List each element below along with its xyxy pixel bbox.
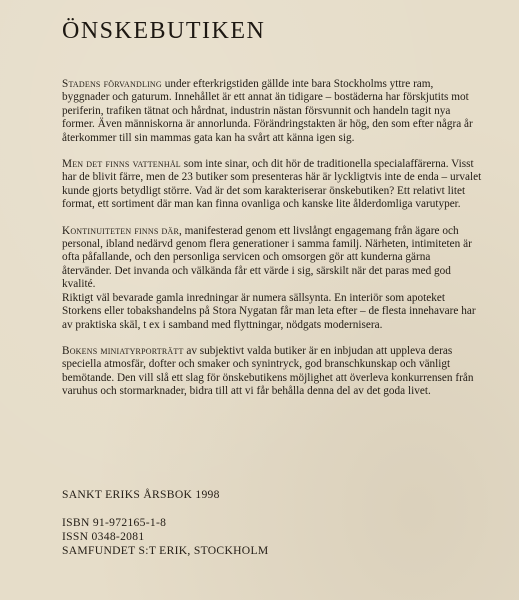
paragraph-text: som inte sinar, och dit hör de traditionella specialaffärerna. Visst har de blivit färre, men de 23 butiker som presenteras här är lyckligtvis inte de enda – urvalet kunde gjorts betydligt större. Vad är det som karakteriserar önskebutiken? Ett relativt litet format, ett sortiment där man kan finna ovanliga och kanske lite ålderdomliga varutyper.: [62, 158, 482, 211]
paragraph-1: [62, 78, 482, 145]
issn-line: ISSN 0348-2081: [62, 530, 145, 543]
yearbook-line: SANKT ERIKS ÅRSBOK 1998: [62, 488, 220, 501]
page-title: ÖNSKEBUTIKEN: [62, 18, 266, 44]
isbn-line: ISBN 91-972165-1-8: [62, 516, 167, 529]
paragraph-4: [62, 292, 482, 332]
paragraph-lead: Men det finns vattenhål: [62, 158, 181, 171]
paragraph-2: [62, 158, 482, 212]
paragraph-3: [62, 225, 482, 292]
paragraph-lead: Bokens miniatyrporträtt: [62, 344, 184, 357]
body-text: [62, 78, 482, 412]
paragraph-text: under efterkrigstiden gällde inte bara Stockholms yttre ram, byggnader och gaturum. Innehållet är ett annat än tidigare – bostäderna har förskjutits mot periferin, trafiken tätnat och hårdnat, industrin nästan försvunnit och handeln tagit nya former. Även människorna är annorlunda. Förändringstakten är hög, den som efter några år återkommer till sin mammas gata kan ha svårt att känna igen sig.: [62, 78, 473, 144]
paragraph-lead: Stadens förvandling: [62, 78, 162, 90]
paragraph-text: , manifesterad genom ett livslångt engagemang från ägare och personal, ibland nedärvd genom flera generationer i samma familj. Närheten, intimiteten är ofta påfallande, och den personliga servicen och omsorgen gör att kunderna gärna återvänder. Det invanda och välkända får ett värde i sig, särskilt när det paras med god kvalité.: [62, 224, 472, 291]
paragraph-text: av subjektivt valda butiker är en inbjudan att uppleva deras speciella atmosfär, dofter och smaker och synintryck, god branschkunskap och vänligt bemötande. Den vill slå ett slag för önskebutikens möjlighet att överleva konkurrensen från varuhus och stormarknader, bidra till att vi får behålla denna del av det goda livet.: [62, 344, 474, 398]
publication-info: [62, 488, 268, 558]
publisher-line: SAMFUNDET S:T ERIK, STOCKHOLM: [62, 544, 269, 557]
paragraph-lead: Kontinuiteten finns där: [62, 224, 180, 237]
paragraph-text: Riktigt väl bevarade gamla inredningar är numera sällsynta. En interiör som apoteket Storkens eller tobakshandelns på Stora Nygatan får man leta efter – de flesta innehavare har av praktiska skäl, t ex i samband med flyttningar, nödgats modernisera.: [62, 291, 476, 331]
paragraph-5: [62, 345, 482, 399]
